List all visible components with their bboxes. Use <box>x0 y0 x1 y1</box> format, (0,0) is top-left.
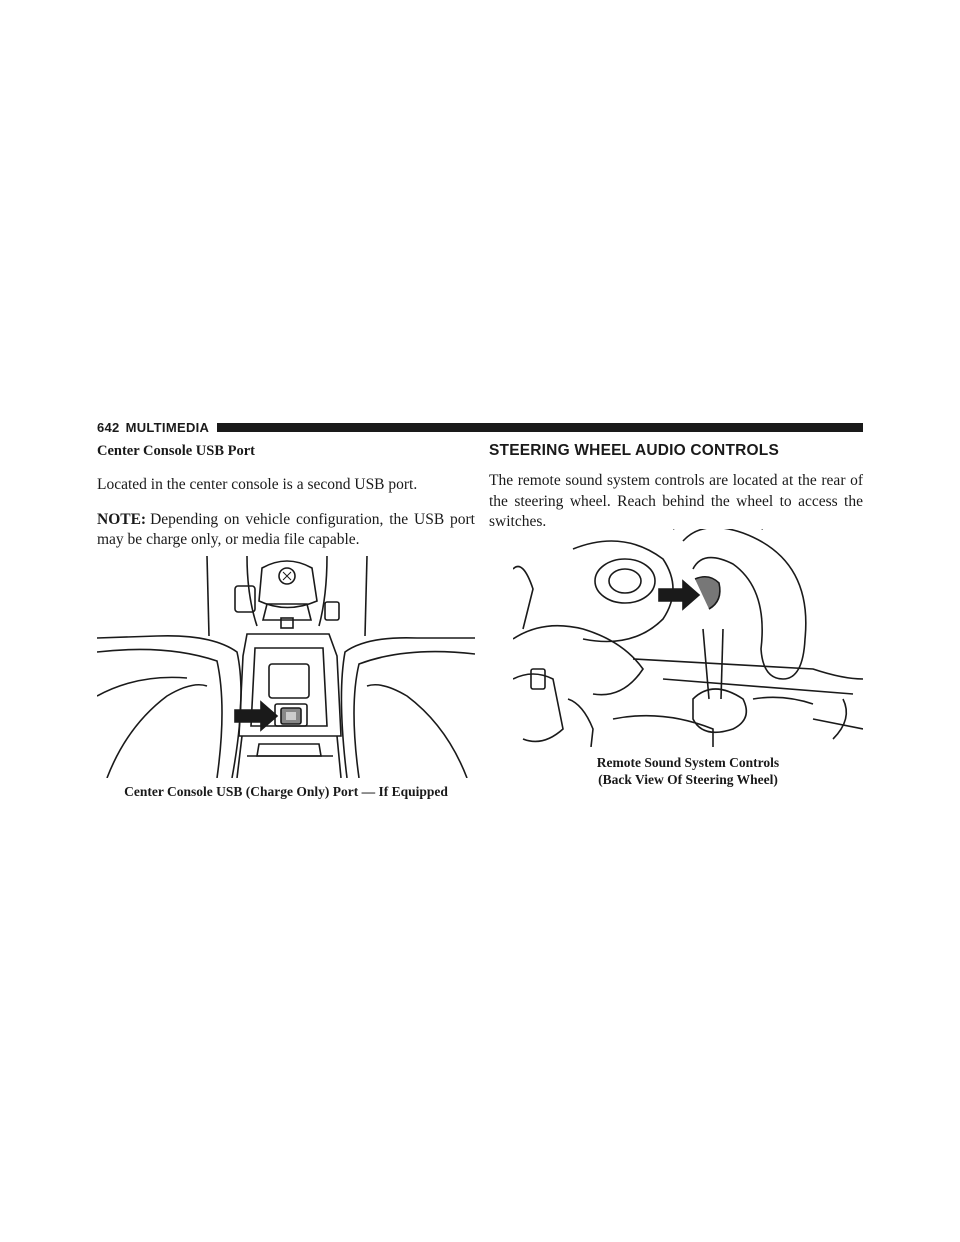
note <box>97 510 475 551</box>
left-figure-caption: Center Console USB (Charge Only) Port — If Equipped <box>124 784 448 799</box>
center-console-figure <box>97 556 475 778</box>
paragraph: The remote sound system controls are located at the rear of the steering wheel. Reach behind the wheel to access the switches. <box>489 472 863 530</box>
page-number: 642 <box>97 419 120 435</box>
paragraph: Located in the center console is a second USB port. <box>97 476 418 493</box>
right-caption-line1: Remote Sound System Controls <box>596 755 780 770</box>
steering-wheel-figure <box>513 529 863 747</box>
subheading: Center Console USB Port <box>97 443 256 459</box>
right-caption-line2: (Back View Of Steering Wheel) <box>598 772 778 787</box>
page-header <box>97 421 863 433</box>
right-figure-caption <box>513 754 863 788</box>
header-rule <box>217 423 863 432</box>
left-column <box>97 442 475 565</box>
section-title: STEERING WHEEL AUDIO CONTROLS <box>489 442 779 459</box>
note-text: Depending on vehicle configuration, the USB port may be charge only, or media file capable. <box>97 510 475 548</box>
section-name: MULTIMEDIA <box>125 419 210 435</box>
note-label: NOTE: <box>97 510 147 528</box>
